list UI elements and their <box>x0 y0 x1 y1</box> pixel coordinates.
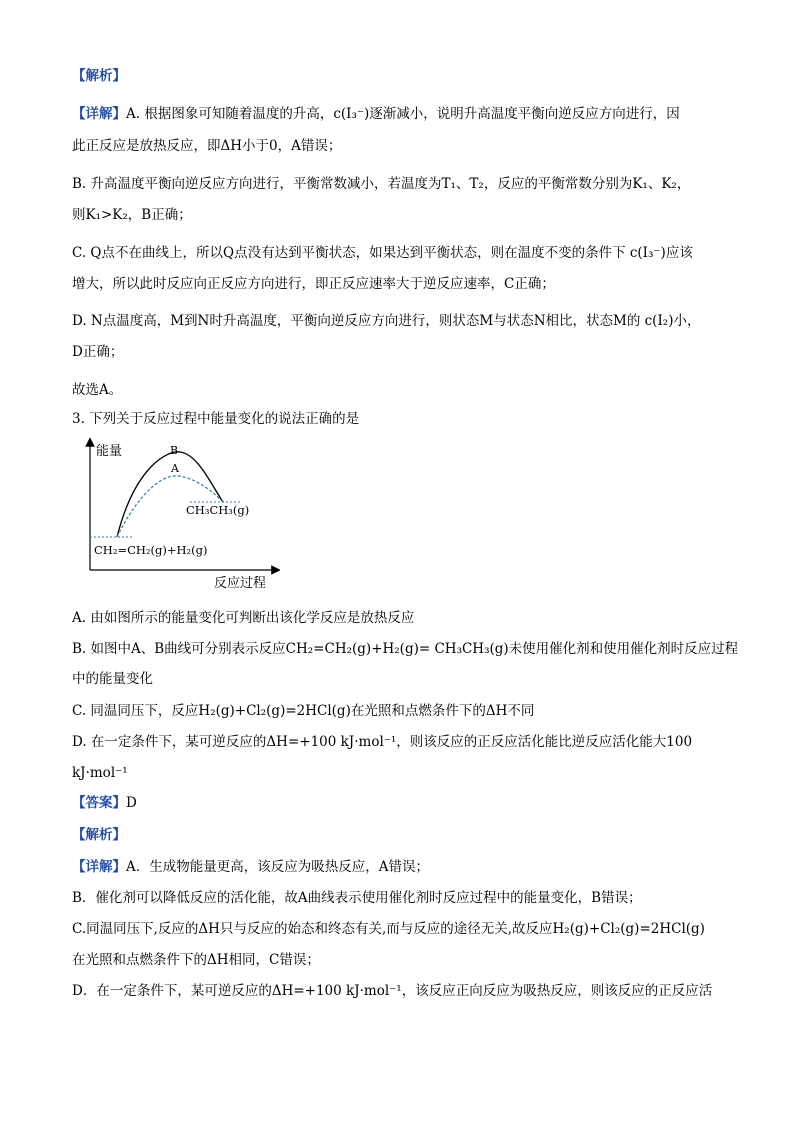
answer-detail-tag: 【详解】 <box>72 859 126 875</box>
y-axis-label: 能量 <box>96 444 123 459</box>
curve-a-label: A <box>171 462 179 475</box>
prev-option-a-line-1 <box>72 104 732 124</box>
q3-option-b-line-1: B. 如图中A、B曲线可分别表示反应CH₂=CH₂(g)+H₂(g)= CH₃CH₃(g)未使用催化剂和使用催化剂时反应过程 <box>72 641 739 657</box>
q3-option-c: C. 同温同压下，反应H₂(g)+Cl₂(g)=2HCl(g)在光照和点燃条件下的ΔH不同 <box>72 703 535 719</box>
prev-option-d-line-2: D正确； <box>72 344 124 360</box>
prev-option-b-line-2: 则K₁>K₂，B正确； <box>72 207 192 223</box>
question-3-stem: 3. 下列关于反应过程中能量变化的说法正确的是 <box>72 411 360 427</box>
reactant-label: CH₂=CH₂(g)+H₂(g) <box>94 543 208 557</box>
q3-option-d-line-2: kJ·mol⁻¹ <box>72 765 128 781</box>
answer-option-a <box>72 857 732 877</box>
answer-line <box>72 793 732 813</box>
curve-b-label: B <box>170 444 179 457</box>
q3-option-b-line-2: 中的能量变化 <box>72 671 153 687</box>
detail-tag: 【详解】 <box>72 106 126 122</box>
product-label: CH₃CH₃(g) <box>186 503 250 517</box>
x-axis-label: 反应过程 <box>214 576 267 591</box>
answer-option-c-line-2: 在光照和点燃条件下的ΔH相同，C错误； <box>72 952 320 968</box>
answer-option-d: D．在一定条件下，某可逆反应的ΔH=+100 kJ·mol⁻¹，该反应正向反应为吸热反应，则该反应的正反应活 <box>72 983 713 999</box>
q3-option-d-line-1: D. 在一定条件下，某可逆反应的ΔH=+100 kJ·mol⁻¹，则该反应的正反应活化能比逆反应活化能大100 <box>72 734 693 750</box>
prev-option-a-line-2: 此正反应是放热反应，即ΔH小于0，A错误； <box>72 138 342 154</box>
curve-b <box>117 452 223 537</box>
energy-diagram <box>80 436 280 592</box>
prev-option-b-line-1: B. 升高温度平衡向逆反应方向进行，平衡常数减小，若温度为T₁、T₂，反应的平衡常数分别为K₁、K₂， <box>72 176 691 192</box>
answer-option-b: B．催化剂可以降低反应的活化能，故A曲线表示使用催化剂时反应过程中的能量变化，B错误； <box>72 890 642 906</box>
answer-analysis-tag: 【解析】 <box>72 827 126 843</box>
prev-option-a-text: A. 根据图象可知随着温度的升高，c(I₃⁻)逐渐减小，说明升高温度平衡向逆反应方向进行，因 <box>126 106 680 122</box>
answer-tag: 【答案】 <box>72 795 126 811</box>
section-tag-analysis: 【解析】 <box>72 68 126 84</box>
prev-option-c-line-2: 增大，所以此时反应向正反应方向进行，即正反应速率大于逆反应速率，C正确； <box>72 276 555 292</box>
answer-option-a-text: A．生成物能量更高，该反应为吸热反应，A错误； <box>126 859 429 875</box>
prev-option-d-line-1: D. N点温度高，M到N时升高温度，平衡向逆反应方向进行，则状态M与状态N相比，状态M的 c(I₂)小， <box>72 313 701 329</box>
prev-choice: 故选A。 <box>72 382 123 398</box>
answer-option-c-line-1: C.同温同压下,反应的ΔH只与反应的始态和终态有关,而与反应的途径无关,故反应H₂(g)+Cl₂(g)=2HCl(g) <box>72 921 705 937</box>
answer-value: D <box>126 795 137 811</box>
prev-option-c-line-1: C. Q点不在曲线上，所以Q点没有达到平衡状态，如果达到平衡状态，则在温度不变的条件下 c(I₃⁻)应该 <box>72 245 693 261</box>
q3-option-a: A. 由如图所示的能量变化可判断出该化学反应是放热反应 <box>72 610 415 626</box>
